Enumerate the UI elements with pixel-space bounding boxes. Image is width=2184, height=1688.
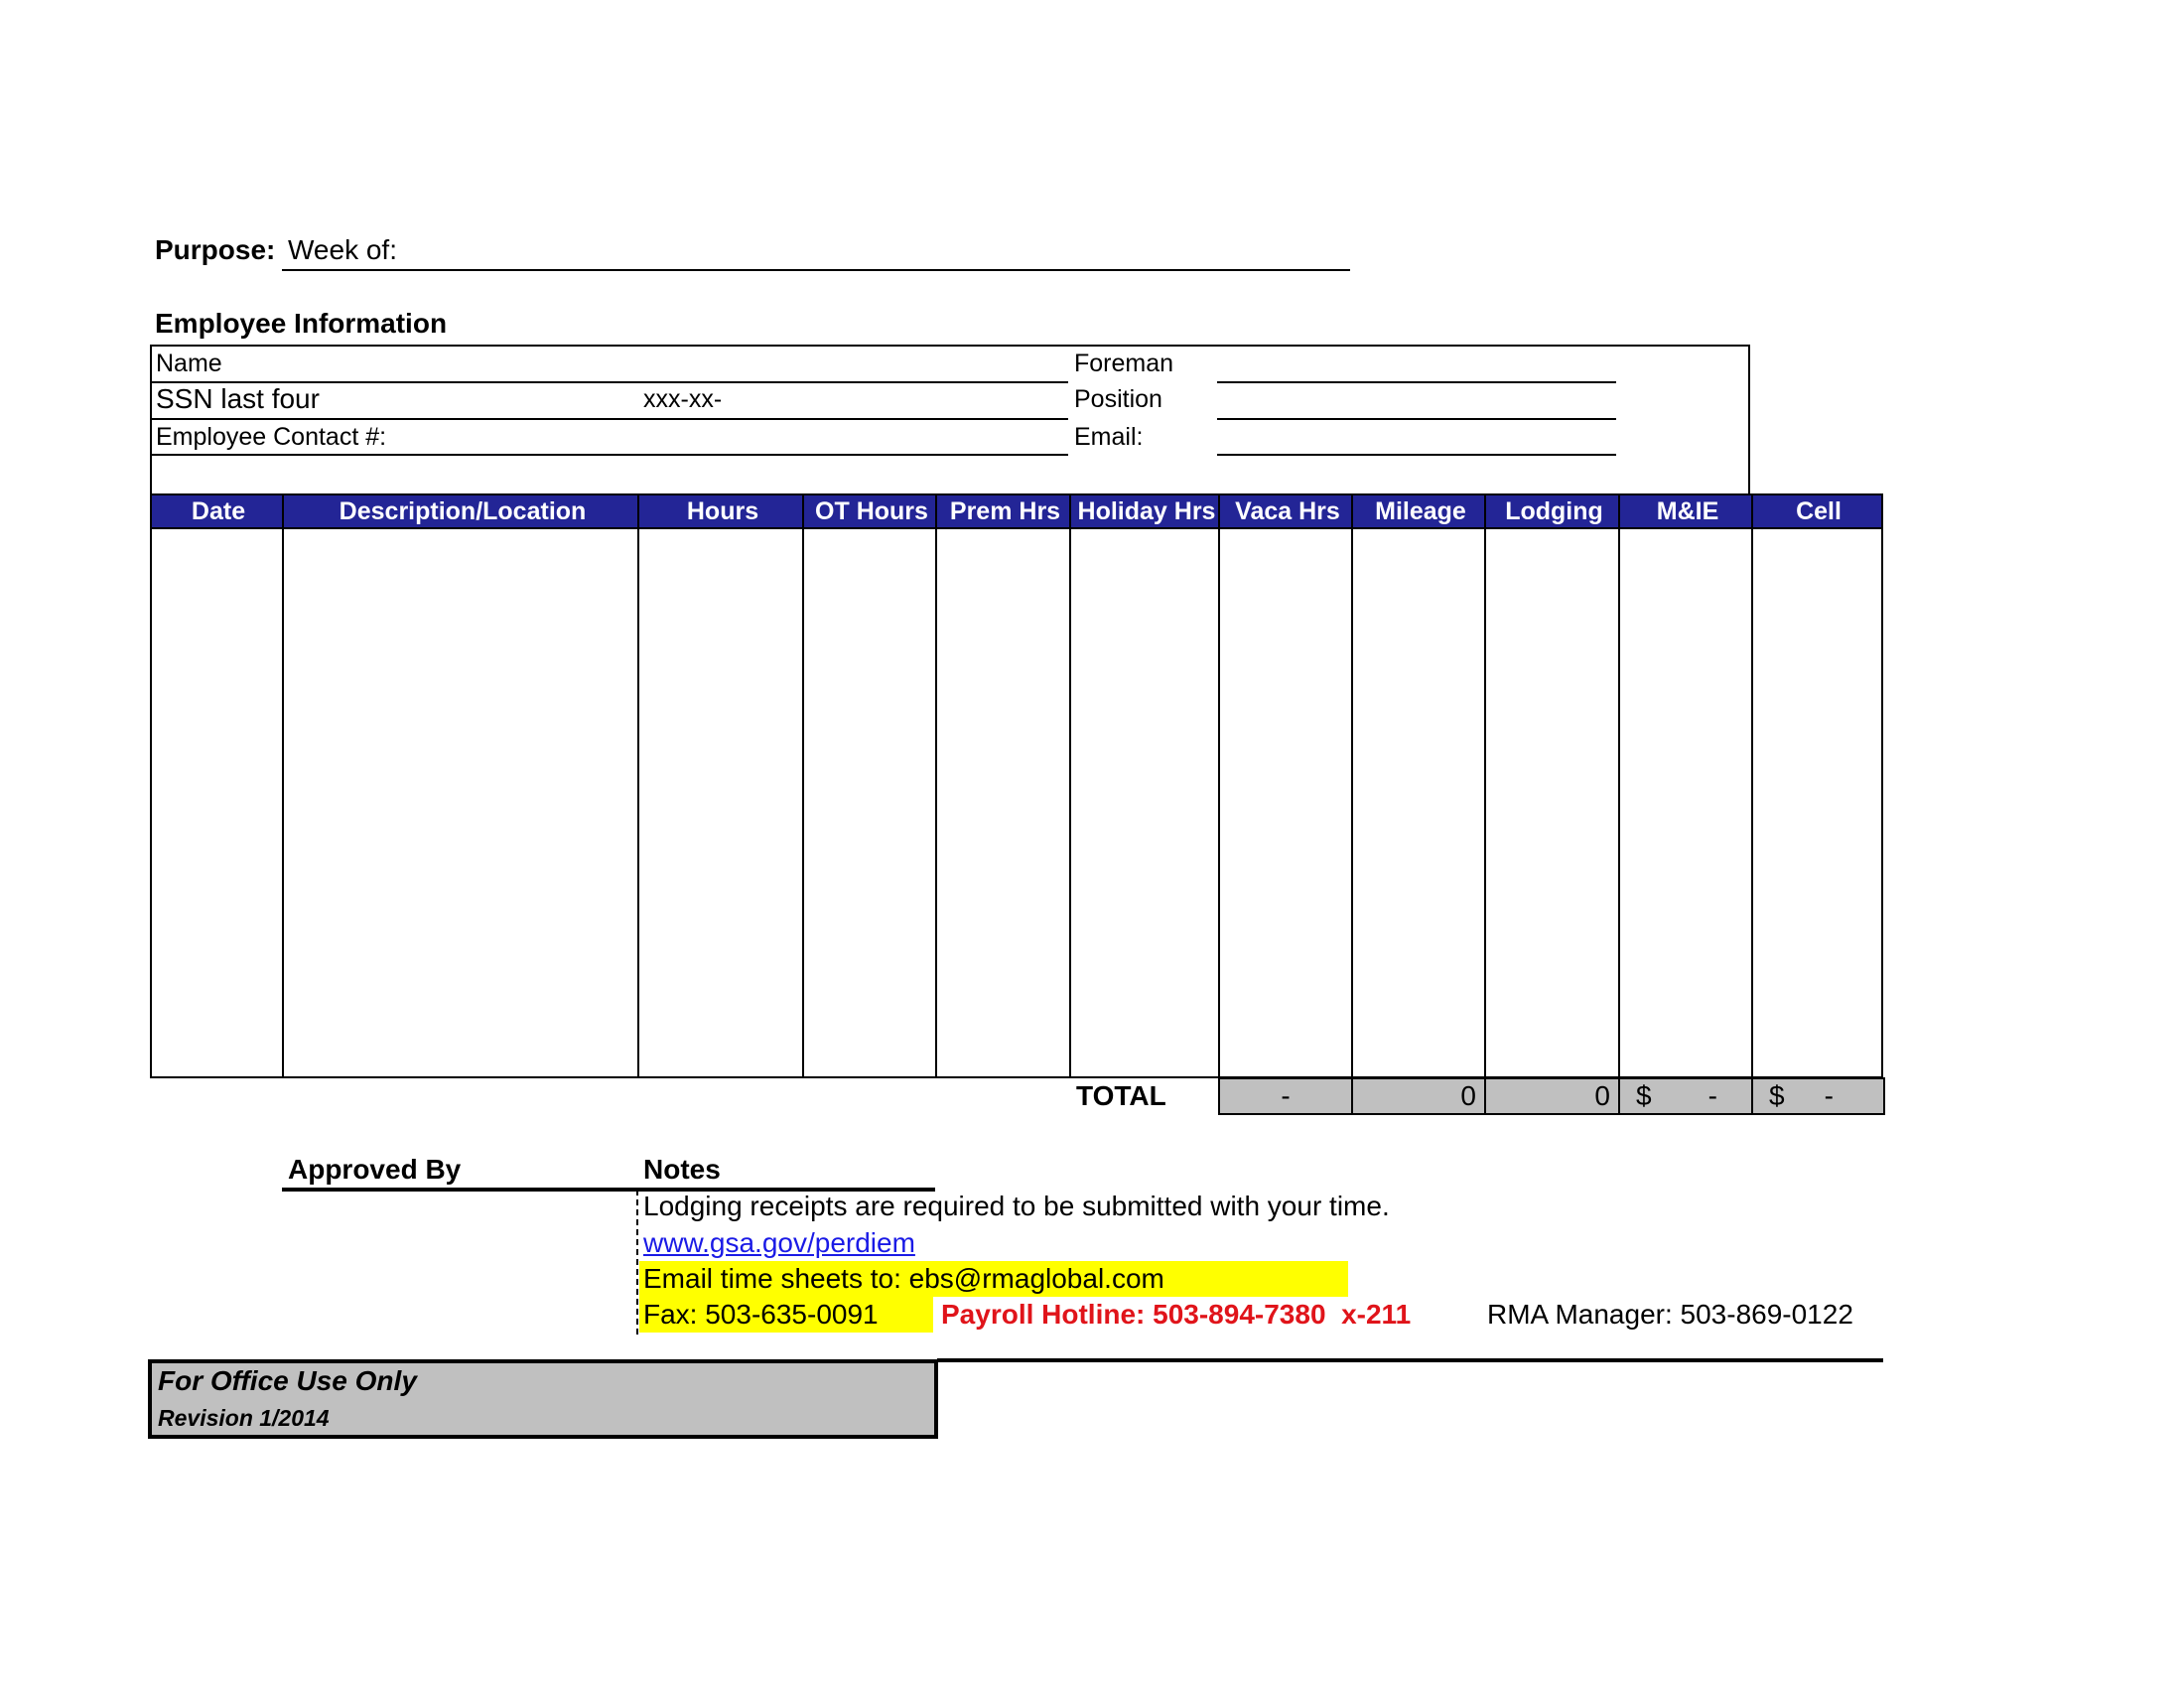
foreman-field[interactable] <box>1217 381 1616 383</box>
total-mileage <box>1351 1077 1486 1115</box>
col-holiday-hrs: Holiday Hrs <box>1077 496 1216 525</box>
col-date: Date <box>191 496 246 525</box>
position-field[interactable] <box>1217 418 1616 420</box>
total-mileage-value: 0 <box>1460 1080 1476 1111</box>
notes-dashed-border <box>636 1190 638 1335</box>
total-lodging-value: 0 <box>1594 1080 1610 1111</box>
total-vaca-hrs-value: - <box>1281 1080 1291 1111</box>
employee-info-title: Employee Information <box>155 308 448 339</box>
note-fax: Fax: 503-635-0091 <box>643 1299 879 1330</box>
foreman-label: Foreman <box>1074 350 1174 377</box>
note-receipts: Lodging receipts are required to be submitted with your time. <box>643 1191 1390 1221</box>
ssn-prefix: xxx-xx- <box>643 385 723 413</box>
total-mie <box>1618 1077 1753 1115</box>
col-mileage: Mileage <box>1375 496 1466 525</box>
total-lodging <box>1484 1077 1620 1115</box>
position-label: Position <box>1074 385 1162 413</box>
ssn-label: SSN last four <box>156 383 320 414</box>
email-field[interactable] <box>1217 454 1616 456</box>
col-vaca-hrs: Vaca Hrs <box>1235 496 1340 525</box>
total-vaca-hrs <box>1218 1077 1353 1115</box>
office-divider <box>937 1358 1883 1362</box>
approved-by-label: Approved By <box>288 1154 462 1185</box>
office-use-box <box>148 1359 938 1439</box>
name-label: Name <box>156 350 222 377</box>
col-description: Description/Location <box>339 496 587 525</box>
purpose-label: Purpose: <box>155 234 276 265</box>
total-cell <box>1751 1077 1885 1115</box>
office-use-title: For Office Use Only <box>158 1365 417 1396</box>
week-of-field[interactable] <box>282 269 1350 271</box>
total-mie-value: - <box>1707 1080 1717 1111</box>
timesheet-body[interactable] <box>150 527 1883 1078</box>
total-label: TOTAL <box>1076 1080 1166 1111</box>
col-cell: Cell <box>1796 496 1842 525</box>
total-cell-currency: $ <box>1769 1080 1785 1111</box>
col-prem-hrs: Prem Hrs <box>949 496 1061 525</box>
total-mie-currency: $ <box>1636 1080 1652 1111</box>
total-cell-value: - <box>1824 1080 1834 1111</box>
rma-manager: RMA Manager: 503-869-0122 <box>1487 1299 1853 1330</box>
email-label: Email: <box>1074 423 1144 451</box>
employee-contact-label: Employee Contact #: <box>156 423 387 451</box>
payroll-hotline: Payroll Hotline: 503-894-7380 x-211 <box>941 1299 1412 1330</box>
notes-label: Notes <box>643 1154 721 1185</box>
perdiem-link[interactable]: www.gsa.gov/perdiem <box>643 1227 915 1258</box>
col-ot-hours: OT Hours <box>815 496 928 525</box>
table-header <box>150 493 1883 529</box>
col-hours: Hours <box>686 496 759 525</box>
week-of-label: Week of: <box>288 234 397 265</box>
note-email: Email time sheets to: ebs@rmaglobal.com <box>643 1263 1164 1294</box>
col-lodging: Lodging <box>1505 496 1603 525</box>
col-mie: M&IE <box>1656 496 1719 525</box>
revision-label: Revision 1/2014 <box>158 1405 330 1431</box>
